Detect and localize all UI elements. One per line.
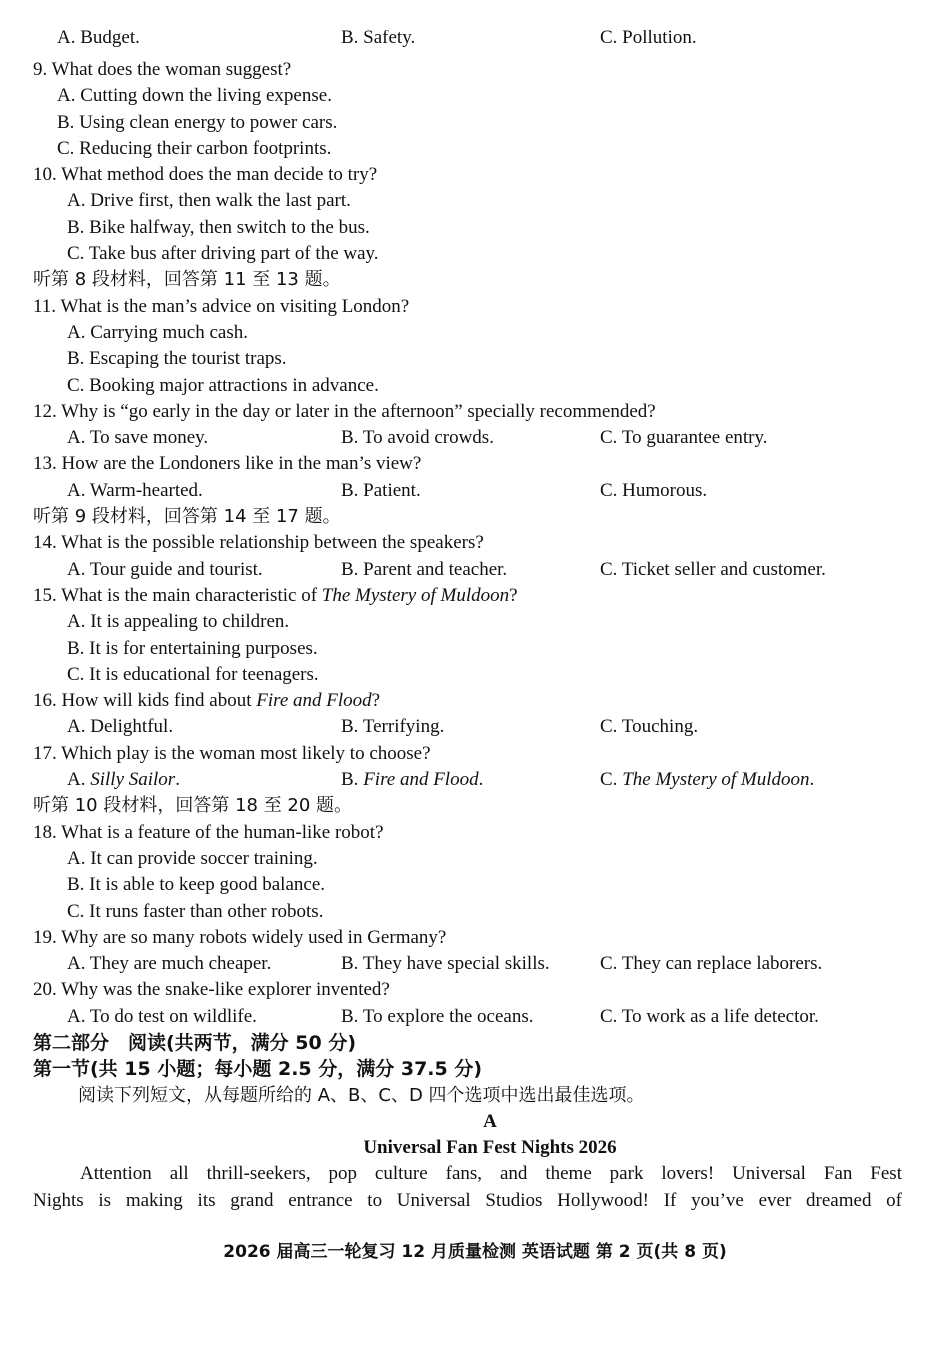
- text-segment: .: [175, 769, 180, 791]
- text-segment: C. Humorous.: [600, 479, 708, 501]
- question: [0, 451, 950, 477]
- text-segment: 阅读下列短文，从每题所给的 A、B、C、D 四个选项中选出最佳选项。: [78, 1084, 645, 1106]
- option-c: [600, 478, 707, 504]
- options-row: [0, 714, 950, 740]
- question: [0, 583, 950, 609]
- option-c: [600, 714, 698, 740]
- passage-text: [0, 1161, 950, 1187]
- text-segment: .: [478, 769, 484, 791]
- option-a: A. Budget.: [57, 30, 140, 48]
- text-segment: A. They are much cheaper.: [67, 953, 272, 975]
- text-segment: C. Take bus after driving part of the way.: [67, 243, 379, 265]
- text-segment: A. It can provide soccer training.: [67, 847, 318, 869]
- option-c: [600, 1004, 819, 1030]
- passage-title: [0, 1109, 950, 1135]
- options-row: [0, 1004, 950, 1030]
- question: [0, 977, 950, 1003]
- option-b: [341, 478, 421, 504]
- text-segment: 第一节(共 15 小题；每小题 2.5 分，满分 37.5 分): [33, 1058, 483, 1081]
- option: [0, 899, 950, 925]
- question: [0, 688, 950, 714]
- text-segment: 13. How are the Londoners like in the man’s view?: [33, 453, 422, 475]
- option-a: [67, 425, 208, 451]
- title-italic: Silly Sailor: [90, 769, 176, 791]
- option-c: [600, 557, 826, 583]
- text-segment: 17. Which play is the woman most likely to choose?: [33, 742, 431, 764]
- text-segment: A. Cutting down the living expense.: [57, 85, 332, 107]
- exam-content: [0, 57, 950, 1214]
- option: [0, 872, 950, 898]
- text-segment: 10. What method does the man decide to try?: [33, 164, 378, 186]
- section-instruction: [0, 793, 950, 819]
- text-segment: B. Using clean energy to power cars.: [57, 111, 338, 133]
- text-segment: A. To save money.: [67, 427, 209, 449]
- option-a: [67, 557, 263, 583]
- text-segment: 听第 8 段材料，回答第 11 至 13 题。: [33, 269, 341, 291]
- text-segment: 听第 9 段材料，回答第 14 至 17 题。: [33, 506, 341, 528]
- options-row: [0, 951, 950, 977]
- text-segment: A. Tour guide and tourist.: [67, 558, 263, 580]
- options-row: [0, 767, 950, 793]
- text-segment: C. They can replace laborers.: [600, 953, 823, 975]
- text-segment: A. Delightful.: [67, 716, 174, 738]
- text-segment: 11. What is the man’s advice on visiting London?: [33, 295, 410, 317]
- option: [0, 320, 950, 346]
- option-b: [341, 557, 507, 583]
- text-segment: B. Parent and teacher.: [341, 558, 508, 580]
- option: [0, 188, 950, 214]
- title-italic: Fire and Flood: [363, 769, 479, 791]
- section-instruction: [0, 504, 950, 530]
- text-segment: B. Terrifying.: [341, 716, 445, 738]
- text-segment: A.: [67, 769, 91, 791]
- option: [0, 215, 950, 241]
- option-b: [341, 714, 444, 740]
- section-instruction: [0, 267, 950, 293]
- option-c: [600, 425, 768, 451]
- text-segment: A. Drive first, then walk the last part.: [67, 190, 351, 212]
- text-segment: B. Patient.: [341, 479, 421, 501]
- option: [0, 609, 950, 635]
- option-a: [67, 478, 203, 504]
- text-segment: .: [809, 769, 815, 791]
- options-row: [0, 478, 950, 504]
- text-segment: B.: [341, 769, 364, 791]
- text-segment: A. To do test on wildlife.: [67, 1005, 257, 1027]
- text-segment: 14. What is the possible relationship between the speakers?: [33, 532, 484, 554]
- option-c: [600, 767, 814, 793]
- option: [0, 110, 950, 136]
- text-segment: A: [483, 1110, 497, 1132]
- option: [0, 662, 950, 688]
- option: [0, 846, 950, 872]
- options-row: [0, 557, 950, 583]
- text-segment: 19. Why are so many robots widely used in Germany?: [33, 926, 447, 948]
- text-segment: A. It is appealing to children.: [67, 611, 290, 633]
- question: [0, 399, 950, 425]
- option-c: C. Pollution.: [600, 30, 697, 48]
- text-segment: B. To explore the oceans.: [341, 1005, 534, 1027]
- text-segment: 12. Why is “go early in the day or later in the afternoon” specially recommended?: [33, 400, 656, 422]
- title-italic: The Mystery of Muldoon: [321, 584, 510, 606]
- text-segment: 18. What is a feature of the human-like robot?: [33, 821, 384, 843]
- text-segment: B. It is able to keep good balance.: [67, 874, 326, 896]
- text-segment: C. To guarantee entry.: [600, 427, 768, 449]
- option-b: [341, 951, 550, 977]
- text-segment: ?: [371, 690, 381, 712]
- text-segment: 20. Why was the snake-like explorer invented?: [33, 979, 390, 1001]
- text-segment: 9. What does the woman suggest?: [33, 59, 292, 80]
- text-segment: A. Carrying much cash.: [67, 321, 248, 343]
- option-a: [67, 1004, 257, 1030]
- question: [0, 820, 950, 846]
- option: [0, 373, 950, 399]
- text-segment: C. Booking major attractions in advance.: [67, 374, 379, 396]
- page-footer: 2026 届高三一轮复习 12 月质量检测 英语试题 第 2 页(共 8 页): [223, 1242, 727, 1262]
- text-segment: C. Reducing their carbon footprints.: [57, 137, 332, 159]
- option-b: [341, 1004, 534, 1030]
- option-c: [600, 951, 822, 977]
- text-segment: C. Touching.: [600, 716, 699, 738]
- text-segment: B. They have special skills.: [341, 953, 550, 975]
- question: [0, 162, 950, 188]
- section-heading: [0, 1030, 950, 1056]
- text-segment: 16. How will kids find about: [33, 690, 257, 712]
- option: [0, 136, 950, 162]
- option-b: [341, 425, 494, 451]
- cut-off-options-line: [57, 30, 937, 50]
- question: [0, 741, 950, 767]
- option-a: [67, 951, 271, 977]
- question: [0, 925, 950, 951]
- text-segment: B. To avoid crowds.: [341, 427, 494, 449]
- question: [0, 530, 950, 556]
- text-segment: Nights is making its grand entrance to Universal Studios Hollywood! If you’ve ever dreamed of: [33, 1189, 902, 1211]
- title-italic: The Mystery of Muldoon: [622, 769, 810, 791]
- passage-title: [0, 1135, 950, 1161]
- question: [0, 57, 950, 83]
- text-segment: 听第 10 段材料，回答第 18 至 20 题。: [33, 795, 353, 817]
- option: [0, 346, 950, 372]
- instruction: [0, 1083, 950, 1109]
- question: [0, 294, 950, 320]
- option-b: B. Safety.: [341, 30, 416, 48]
- option: [0, 636, 950, 662]
- text-segment: C.: [600, 769, 623, 791]
- text-segment: 15. What is the main characteristic of: [33, 584, 322, 606]
- option-b: [341, 767, 483, 793]
- text-segment: C. It runs faster than other robots.: [67, 900, 324, 922]
- options-row: [0, 425, 950, 451]
- option: [0, 241, 950, 267]
- option-a: [67, 767, 180, 793]
- section-heading: [0, 1056, 950, 1082]
- text-segment: A. Warm-hearted.: [67, 479, 203, 501]
- title-italic: Fire and Flood: [256, 690, 372, 712]
- text-segment: Universal Fan Fest Nights 2026: [363, 1137, 617, 1159]
- text-segment: C. Ticket seller and customer.: [600, 558, 826, 580]
- text-segment: 第二部分 阅读(共两节，满分 50 分): [33, 1031, 357, 1054]
- text-segment: C. To work as a life detector.: [600, 1005, 819, 1027]
- text-segment: B. Escaping the tourist traps.: [67, 348, 287, 370]
- text-segment: Attention all thrill-seekers, pop culture fans, and theme park lovers! Universal Fan Fest: [80, 1163, 902, 1185]
- passage-text: [0, 1188, 950, 1214]
- option-a: [67, 714, 173, 740]
- text-segment: B. Bike halfway, then switch to the bus.: [67, 216, 370, 238]
- text-segment: C. It is educational for teenagers.: [67, 663, 319, 685]
- text-segment: B. It is for entertaining purposes.: [67, 637, 318, 659]
- option: [0, 83, 950, 109]
- text-segment: ?: [509, 584, 518, 606]
